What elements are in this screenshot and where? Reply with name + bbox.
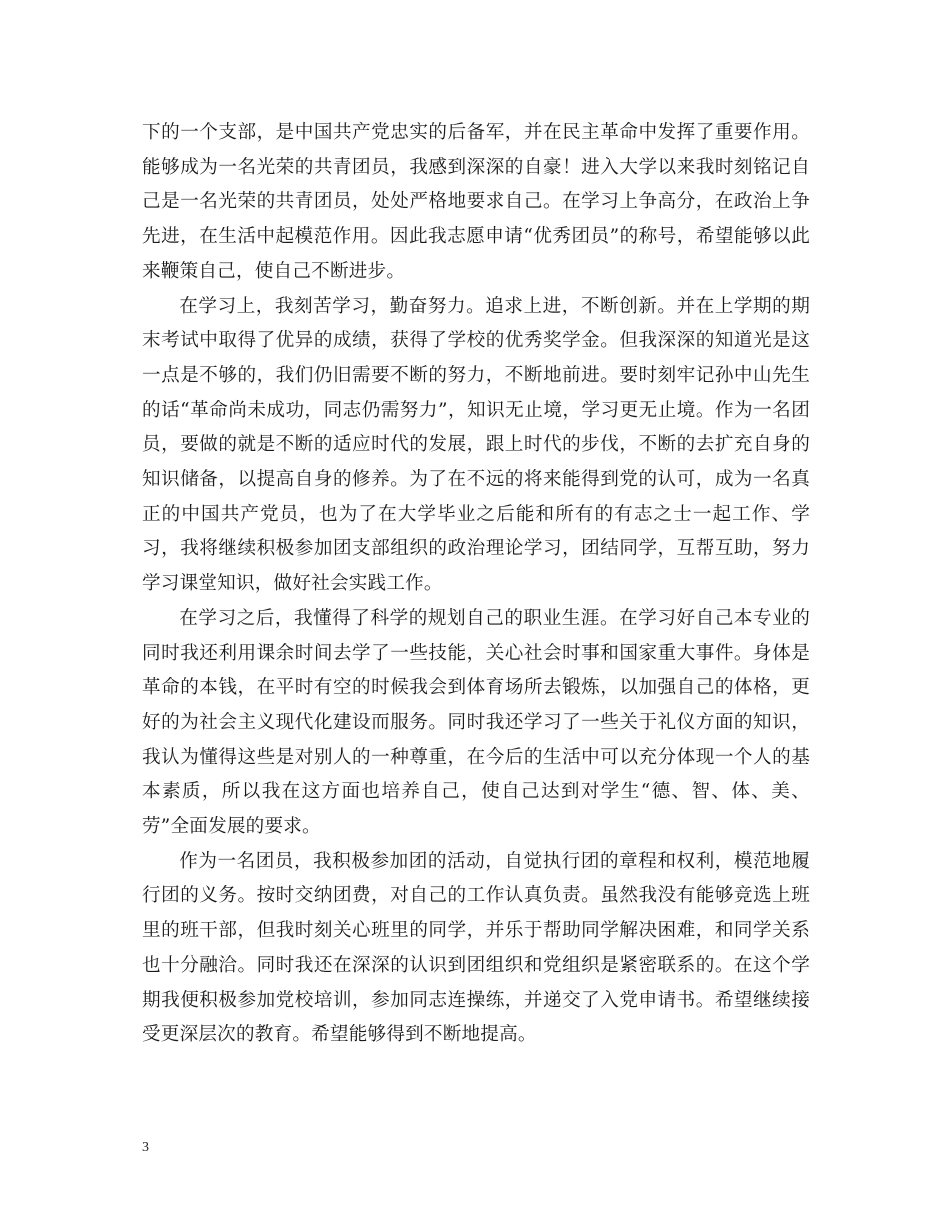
page-number: 3 [142,1140,149,1155]
paragraph-4: 作为一名团员，我积极参加团的活动，自觉执行团的章程和权利，模范地履行团的义务。按时交纳团费，对自己的工作认真负责。虽然我没有能够竞选上班里的班干部，但我时刻关心班里的同学，并乐于帮助同学解决困难，和同学关系也十分融洽。同时我还在深深的认识到团组织和党组织是紧密联系的。在这个学期我便积极参加党校培训，参加同志连操练，并递交了入党申请书。希望继续接受更深层次的教育。希望能够得到不断地提高。 [142,850,810,1046]
paragraph-3: 在学习之后，我懂得了科学的规划自己的职业生涯。在学习好自己本专业的同时我还利用课余时间去学了一些技能，关心社会时事和国家重大事件。身体是革命的本钱，在平时有空的时候我会到体育场所去锻炼，以加强自己的体格，更好的为社会主义现代化建设而服务。同时我还学习了一些关于礼仪方面的知识，我认为懂得这些是对别人的一种尊重，在今后的生活中可以充分体现一个人的基本素质，所以我在这方面也培养自己，使自己达到对学生“德、智、体、美、劳”全面发展的要求。 [142,607,810,838]
paragraph-1: 下的一个支部，是中国共产党忠实的后备军，并在民主革命中发挥了重要作用。能够成为一名光荣的共青团员，我感到深深的自豪！进入大学以来我时刻铭记自己是一名光荣的共青团员，处处严格地要求自己。在学习上争高分，在政治上争先进，在生活中起模范作用。因此我志愿申请“优秀团员”的称号，希望能够以此来鞭策自己，使自己不断进步。 [142,122,810,282]
document-body [142,116,810,1053]
paragraph-2: 在学习上，我刻苦学习，勤奋努力。追求上进，不断创新。并在上学期的期末考试中取得了优异的成绩，获得了学校的优秀奖学金。但我深深的知道光是这一点是不够的，我们仍旧需要不断的努力，不断地前进。要时刻牢记孙中山先生的话“革命尚未成功，同志仍需努力”，知识无止境，学习更无止境。作为一名团员，要做的就是不断的适应时代的发展，跟上时代的步伐，不断的去扩充自身的知识储备，以提高自身的修养。为了在不远的将来能得到党的认可，成为一名真正的中国共产党员，也为了在大学毕业之后能和所有的有志之士一起工作、学习，我将继续积极参加团支部组织的政治理论学习，团结同学，互帮互助，努力学习课堂知识，做好社会实践工作。 [142,295,810,595]
